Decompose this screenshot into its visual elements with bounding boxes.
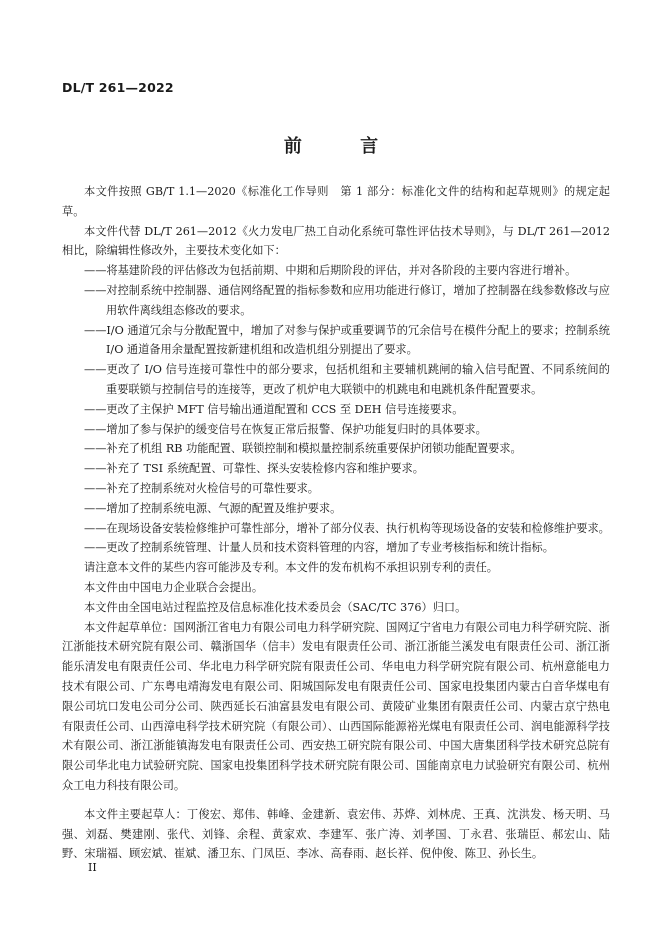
drafters-paragraph: 本文件主要起草人：丁俊宏、郑伟、韩峰、金建新、袁宏伟、苏烨、刘林虎、王真、沈洪发、杨天明、马强、刘磊、樊建刚、张代、刘锋、余程、黄家欢、李建军、张广涛、刘孝国、丁永君、张瑞臣、郝宏山、陆野、宋瑞福、顾宏斌、崔斌、潘卫东、门凤臣、李冰、高春雨、赵长祥、倪仲俊、陈卫、孙长生。 (62, 807, 610, 861)
drafting-units-paragraph: 本文件起草单位：国网浙江省电力有限公司电力科学研究院、国网辽宁省电力有限公司电力科学研究院、浙江浙能技术研究院有限公司、赣浙国华（信丰）发电有限责任公司、浙江浙能兰溪发电有限责任公司、浙江浙能乐清发电有限责任公司、华北电力科学研究院有限责任公司、华电电力科学研究院有限公司、杭州意能电力技术有限公司、广东粤电靖海发电有限公司、阳城国际发电有限责任公司、国家电投集团内蒙古白音华煤电有限公司坑口发电公司分公司、陕西延长石油富县发电有限公司、黄陵矿业集团有限责任公司、内蒙古京宁热电有限责任公司、山西漳电科学技术研究院（有限公司）、山西国际能源裕光煤电有限责任公司、润电能源科学技术有限公司、浙江浙能镇海发电有限责任公司、西安热工研究院有限公司、中国大唐集团科学技术研究总院有限公司华北电力试验研究院、国家电投集团科学技术研究院有限公司、国能南京电力试验研究有限公司、杭州众工电力科技有限公司。 (62, 620, 610, 792)
change-item: ——补充了控制系统对火检信号的可靠性要求。 (84, 481, 319, 495)
change-item: ——将基建阶段的评估修改为包括前期、中期和后期阶段的评估，并对各阶段的主要内容进行增补。 (84, 264, 577, 278)
change-item: ——I/O 通道冗余与分散配置中，增加了对参与保护或重要调节的冗余信号在模件分配上的要求；控制系统 I/O 通道备用余量配置按新建机组和改造机组分别提出了要求。 (84, 323, 610, 357)
foreword-body (62, 182, 610, 864)
patent-notice: 请注意本文件的某些内容可能涉及专利。本文件的发布机构不承担识别专利的责任。 (84, 561, 498, 575)
change-item: ——更改了控制系统管理、计量人员和技术资料管理的内容，增加了专业考核指标和统计指标。 (84, 541, 554, 555)
change-item: ——补充了机组 RB 功能配置、联锁控制和模拟量控制系统重要保护闭锁功能配置要求。 (84, 442, 522, 456)
change-item: ——更改了主保护 MFT 信号输出通道配置和 CCS 至 DEH 信号连接要求。 (84, 402, 464, 416)
intro-paragraph-drafting: 本文件按照 GB/T 1.1—2020《标准化工作导则 第 1 部分：标准化文件的结构和起草规则》的规定起草。 (62, 185, 610, 218)
page-title: 前 言 (283, 136, 405, 157)
change-item: ——对控制系统中控制器、通信网络配置的指标参数和应用功能进行修订，增加了控制器在线参数修改与应用软件离线组态修改的要求。 (84, 283, 610, 317)
change-item: ——增加了控制系统电源、气源的配置及维护要求。 (84, 501, 342, 515)
page-number: II (88, 861, 97, 874)
change-item: ——补充了 TSI 系统配置、可靠性、探头安装检修内容和维护要求。 (84, 462, 424, 476)
change-item: ——增加了参与保护的缓变信号在恢复正常后报警、保护功能复归时的具体要求。 (84, 422, 487, 436)
committee-paragraph: 本文件由全国电站过程监控及信息标准化技术委员会（SAC/TC 376）归口。 (84, 600, 467, 614)
intro-paragraph-replacement: 本文件代替 DL/T 261—2012《火力发电厂热工自动化系统可靠性评估技术导则》，与 DL/T 261—2012相比，除编辑性修改外，主要技术变化如下： (62, 224, 610, 258)
change-item: ——在现场设备安装检修维护可靠性部分，增补了部分仪表、执行机构等现场设备的安装和检修维护要求。 (84, 521, 610, 535)
standard-code: DL/T 261—2022 (62, 80, 174, 95)
change-item: ——更改了 I/O 信号连接可靠性中的部分要求，包括机组和主要辅机跳闸的输入信号配置、不同系统间的重要联锁与控制信号的连接等，更改了机炉电大联锁中的机跳电和电跳机条件配置要求。 (84, 363, 610, 396)
proposer-paragraph: 本文件由中国电力企业联合会提出。 (84, 580, 264, 594)
